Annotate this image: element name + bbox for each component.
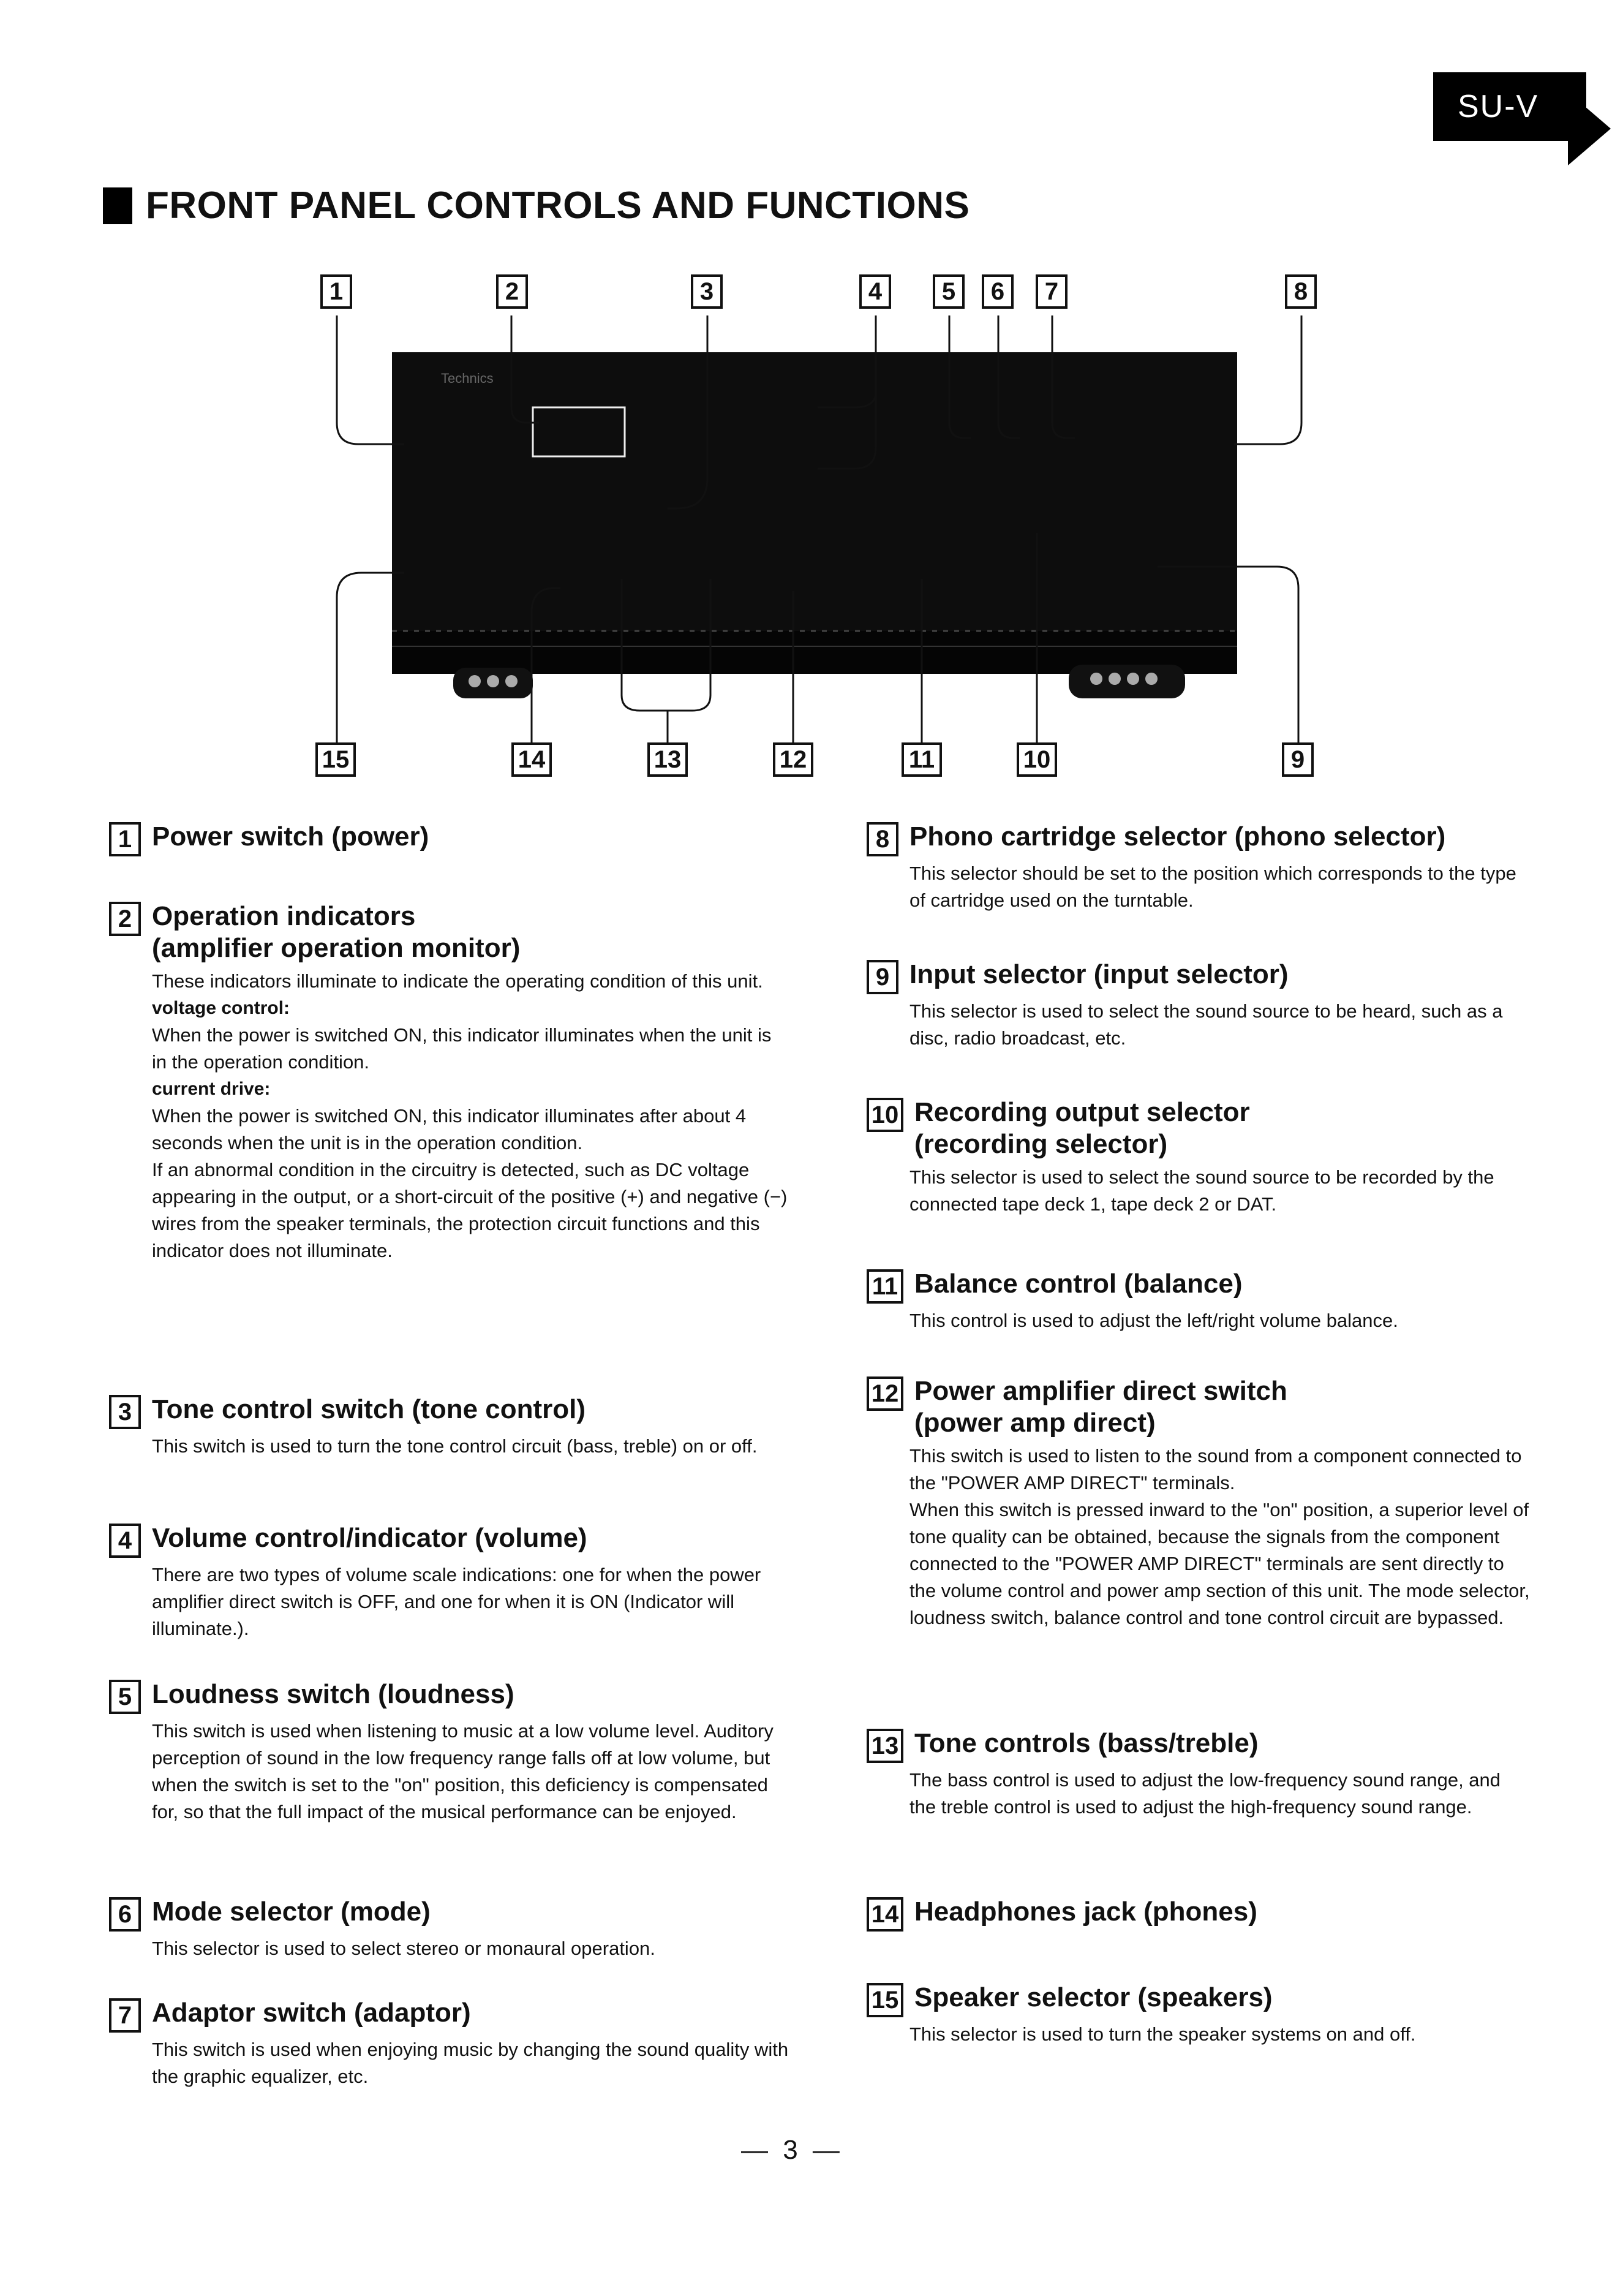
item-13 [867, 1728, 1531, 1821]
item-text: This switch is used when listening to music at a low volume level. Auditory perception of sound in the low frequency range falls off at low volume, but when the switch is set to the "on" position, this deficiency is compensated for, so that the full impact of the musical performance can be enjoyed. [152, 1720, 774, 1822]
item-text: If an abnormal condition in the circuitry is detected, such as DC voltage appearing in the output, or a short-circuit of the positive (+) and negative (−) wires from the speaker terminals, the protection circuit functions and this indicator does not illuminate. [152, 1159, 788, 1261]
diagram-label-15: 15 [315, 742, 356, 777]
item-text: The bass control is used to adjust the low-frequency sound range, and the treble control is used to adjust the high-frequency sound range. [909, 1769, 1501, 1818]
diagram-label-3: 3 [691, 274, 723, 309]
item-number: 9 [867, 960, 898, 994]
item-body [909, 1443, 1531, 1631]
knob-stud [469, 675, 481, 687]
item-body [152, 1562, 789, 1642]
item-text: This switch is used when enjoying music by changing the sound quality with the graphic equalizer, etc. [152, 2039, 789, 2087]
item-subheading: voltage control: [152, 998, 290, 1018]
item-number: 11 [867, 1269, 903, 1304]
item-text: When this switch is pressed inward to the "on" position, a superior level of tone quality can be obtained, because the signals from the component connected to the "POWER AMP DIRECT" terminals are sent directly to the volume control and power amp section of this unit. The mode selector, loudness switch, balance control and tone control circuit are bypassed. [909, 1499, 1530, 1628]
item-title: Speaker selector (speakers) [914, 1982, 1273, 2012]
item-title: Power switch (power) [152, 821, 429, 852]
item-2 [109, 901, 789, 1264]
item-title-sub: (power amp direct) [914, 1408, 1156, 1438]
item-text: This selector is used to select the sound source to be recorded by the connected tape deck 1, tape deck 2 or DAT. [909, 1166, 1494, 1215]
item-title: Power amplifier direct switch [914, 1376, 1287, 1406]
diagram-label-4: 4 [859, 274, 891, 309]
item-title: Input selector (input selector) [909, 959, 1289, 989]
diagram-label-14: 14 [511, 742, 552, 777]
item-body [909, 1164, 1531, 1218]
item-number: 13 [867, 1729, 903, 1763]
item-subheading: current drive: [152, 1079, 271, 1099]
item-text: When the power is switched ON, this indicator illuminates when the unit is in the operation condition. [152, 1024, 772, 1073]
item-body [152, 1433, 789, 1460]
right-knob [1069, 665, 1185, 698]
item-body [152, 1718, 789, 1826]
item-14 [867, 1896, 1531, 1932]
item-number: 4 [109, 1524, 141, 1558]
item-text: This selector should be set to the position which corresponds to the type of cartridge used on the turntable. [909, 863, 1516, 911]
diagram-label-7: 7 [1036, 274, 1068, 309]
diagram-label-12: 12 [773, 742, 813, 777]
item-text: There are two types of volume scale indications: one for when the power amplifier direct switch is OFF, and one for when it is ON (Indicator will illuminate.). [152, 1564, 761, 1639]
item-6 [109, 1896, 789, 1962]
item-4 [109, 1522, 789, 1642]
item-title: Loudness switch (loudness) [152, 1679, 514, 1709]
item-text: This control is used to adjust the left/right volume balance. [909, 1310, 1398, 1331]
item-text: When the power is switched ON, this indicator illuminates after about 4 seconds when the unit is in the operation condition. [152, 1105, 747, 1154]
diagram-label-13: 13 [647, 742, 688, 777]
item-body [152, 968, 789, 1264]
item-body [909, 860, 1531, 914]
item-text: These indicators illuminate to indicate the operating condition of this unit. [152, 970, 763, 992]
knob-stud [1109, 673, 1121, 685]
item-body [909, 1307, 1531, 1334]
item-number: 7 [109, 1998, 141, 2033]
item-3 [109, 1394, 789, 1460]
item-body [909, 2021, 1531, 2048]
page-number: — 3 — [741, 2135, 843, 2165]
item-12 [867, 1375, 1531, 1631]
item-number: 2 [109, 902, 141, 936]
item-title: Adaptor switch (adaptor) [152, 1998, 471, 2028]
item-text: This switch is used to turn the tone control circuit (bass, treble) on or off. [152, 1435, 758, 1457]
item-text: This switch is used to listen to the sound from a component connected to the "POWER AMP DIRECT" terminals. [909, 1445, 1522, 1494]
item-title-sub: (amplifier operation monitor) [152, 933, 521, 963]
item-title: Phono cartridge selector (phono selector) [909, 821, 1446, 852]
diagram-label-1: 1 [320, 274, 352, 309]
item-15 [867, 1982, 1531, 2048]
item-9 [867, 959, 1531, 1052]
item-title: Recording output selector [914, 1097, 1250, 1127]
item-title: Tone control switch (tone control) [152, 1394, 586, 1424]
item-number: 1 [109, 822, 141, 856]
item-text: This selector is used to select the sound source to be heard, such as a disc, radio broadcast, etc. [909, 1000, 1503, 1049]
item-text: This selector is used to select stereo or monaural operation. [152, 1938, 655, 1959]
amplifier-body [392, 352, 1237, 671]
diagram-label-6: 6 [982, 274, 1014, 309]
item-text: This selector is used to turn the speaker systems on and off. [909, 2023, 1416, 2045]
model-tab: SU-V [1433, 72, 1586, 141]
knob-stud [1090, 673, 1102, 685]
diagram-label-2: 2 [496, 274, 528, 309]
front-panel-diagram [0, 0, 1623, 796]
item-number: 3 [109, 1395, 141, 1429]
item-11 [867, 1268, 1531, 1334]
item-number: 10 [867, 1098, 903, 1132]
item-body [909, 998, 1531, 1052]
item-body [152, 2036, 789, 2090]
item-number: 8 [867, 822, 898, 856]
item-8 [867, 821, 1531, 914]
knob-stud [1145, 673, 1158, 685]
item-title: Mode selector (mode) [152, 1897, 431, 1927]
item-number: 15 [867, 1983, 903, 2017]
section-title: FRONT PANEL CONTROLS AND FUNCTIONS [146, 184, 970, 227]
diagram-label-10: 10 [1017, 742, 1057, 777]
knob-stud [1127, 673, 1139, 685]
knob-stud [487, 675, 499, 687]
item-1 [109, 821, 789, 856]
diagram-label-5: 5 [933, 274, 965, 309]
item-10 [867, 1097, 1531, 1218]
item-title: Operation indicators [152, 901, 416, 931]
item-title: Headphones jack (phones) [914, 1897, 1257, 1927]
knob-stud [505, 675, 518, 687]
diagram-label-9: 9 [1282, 742, 1314, 777]
diagram-label-8: 8 [1285, 274, 1317, 309]
item-title: Tone controls (bass/treble) [914, 1728, 1259, 1758]
diagram-label-11: 11 [902, 742, 942, 777]
item-number: 6 [109, 1897, 141, 1932]
item-number: 14 [867, 1897, 903, 1932]
item-5 [109, 1679, 789, 1826]
brand-logo: Technics [441, 371, 494, 386]
item-7 [109, 1997, 789, 2090]
item-title: Balance control (balance) [914, 1269, 1243, 1299]
item-title-sub: (recording selector) [914, 1129, 1168, 1159]
item-body [152, 1935, 789, 1962]
item-title: Volume control/indicator (volume) [152, 1523, 587, 1553]
item-number: 12 [867, 1376, 903, 1411]
item-number: 5 [109, 1680, 141, 1714]
item-body [909, 1767, 1531, 1821]
